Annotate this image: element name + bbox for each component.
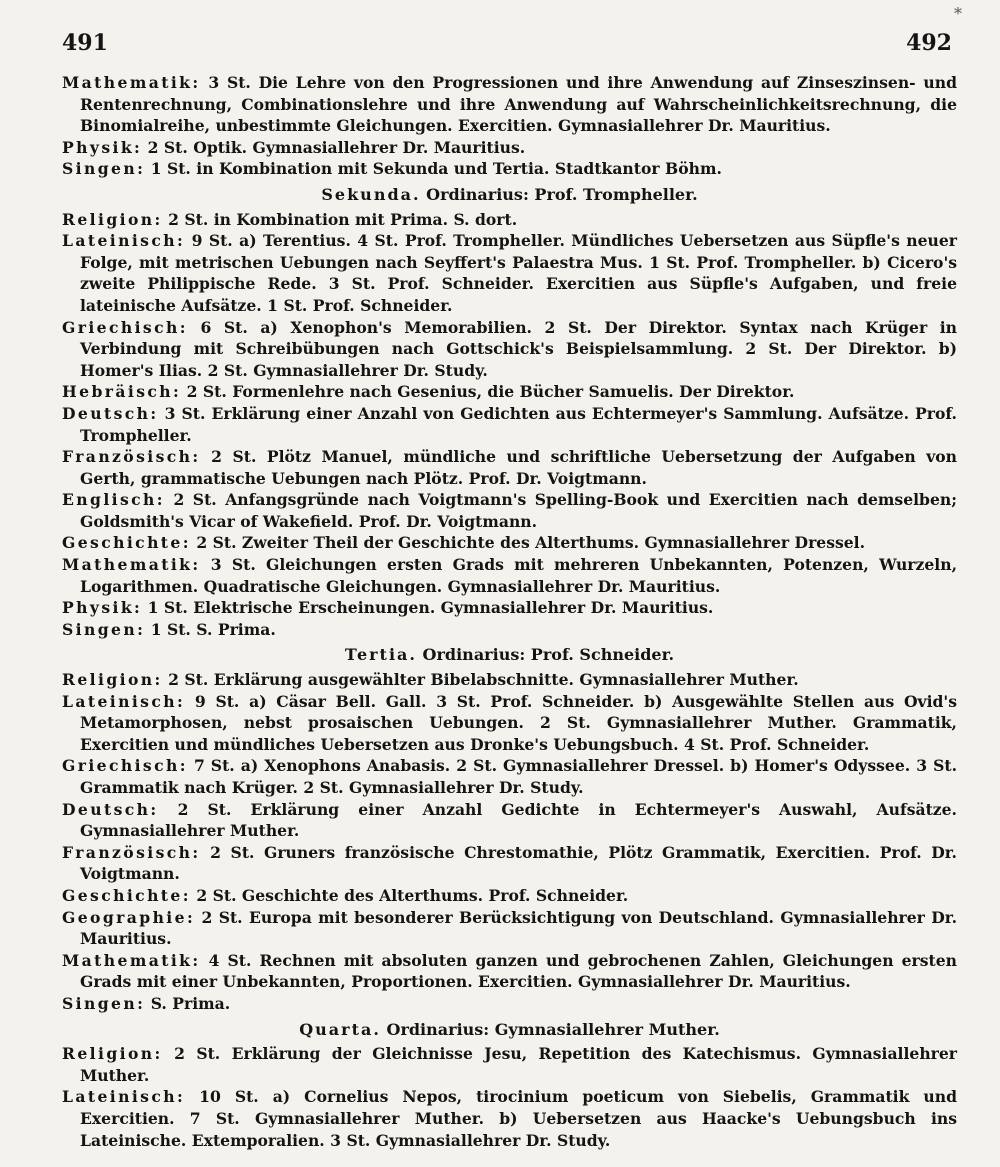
right-page-number: 492 bbox=[906, 30, 952, 56]
subject-label: Physik: bbox=[62, 598, 143, 618]
course-description: 2 St. Gruners französische Chrestomathie, Plötz Grammatik, Exercitien. Prof. Dr. Voigtmann. bbox=[80, 842, 957, 884]
course-entry bbox=[62, 317, 957, 382]
subject-label: Mathematik: bbox=[62, 73, 201, 92]
quarta-entries bbox=[62, 1043, 957, 1151]
subject-label: Geschichte: bbox=[62, 533, 191, 553]
section-ordinarius: Ordinarius: Gymnasiallehrer Muther. bbox=[386, 1019, 720, 1039]
document-body bbox=[62, 72, 957, 1151]
course-entry bbox=[62, 489, 957, 532]
course-description: 1 St. S. Prima. bbox=[150, 619, 276, 639]
course-entry bbox=[62, 1086, 957, 1151]
course-entry bbox=[62, 950, 957, 993]
subject-label: Deutsch: bbox=[62, 799, 159, 819]
course-description: 7 St. a) Xenophons Anabasis. 2 St. Gymnasiallehrer Dressel. b) Homer's Odyssee. 3 St. Grammatik nach Krüger. 2 St. Gymnasiallehrer Dr. Study. bbox=[80, 756, 957, 797]
subject-label: Hebräisch: bbox=[62, 382, 182, 402]
corner-mark: * bbox=[954, 4, 962, 23]
course-entry bbox=[62, 597, 957, 619]
section-name: Tertia. bbox=[344, 645, 417, 665]
course-description: 2 St. Optik. Gymnasiallehrer Dr. Mauritius. bbox=[147, 137, 526, 157]
section-ordinarius: Ordinarius: Prof. Schneider. bbox=[422, 645, 675, 665]
sekunda-entries bbox=[62, 209, 957, 641]
subject-label: Singen: bbox=[62, 159, 146, 179]
subject-label: Deutsch: bbox=[62, 403, 159, 423]
course-description: 9 St. a) Cäsar Bell. Gall. 3 St. Prof. Schneider. b) Ausgewählte Stellen aus Ovid's Metamorphosen, nebst prosaischen Uebungen. 2 St. Gymnasiallehrer Muther. Grammatik, Exercitien und mündliches Uebersetzen aus Dronke's Uebungsbuch. 4 St. Prof. Schneider. bbox=[80, 691, 957, 754]
course-entry bbox=[62, 1043, 957, 1086]
course-entry bbox=[62, 381, 957, 403]
course-entry bbox=[62, 691, 957, 756]
course-description: 6 St. a) Xenophon's Memorabilien. 2 St. Der Direktor. Syntax nach Krüger in Verbindung mit Schreibübungen nach Gottschick's Beispielsammlung. 2 St. Der Direktor. b) Homer's Ilias. 2 St. Gymnasiallehrer Dr. Study. bbox=[80, 317, 957, 380]
section-heading-quarta bbox=[62, 1019, 957, 1041]
subject-label: Englisch: bbox=[62, 490, 165, 510]
course-entry bbox=[62, 885, 957, 907]
subject-label: Französisch: bbox=[62, 842, 201, 862]
subject-label: Lateinisch: bbox=[62, 691, 186, 711]
course-description: 1 St. in Kombination mit Sekunda und Tertia. Stadtkantor Böhm. bbox=[150, 159, 722, 179]
course-description: 2 St. Europa mit besonderer Berücksichtigung von Deutschland. Gymnasiallehrer Dr. Mauritius. bbox=[80, 907, 957, 949]
subject-label: Religion: bbox=[62, 670, 163, 690]
subject-label: Griechisch: bbox=[62, 756, 188, 776]
subject-label: Lateinisch: bbox=[62, 231, 186, 251]
subject-label: Religion: bbox=[62, 209, 163, 229]
course-entry bbox=[62, 72, 957, 137]
section-name: Quarta. bbox=[299, 1019, 381, 1039]
course-entry bbox=[62, 446, 957, 489]
course-description: 2 St. Anfangsgründe nach Voigtmann's Spelling-Book und Exercitien nach demselben; Goldsmith's Vicar of Wakefield. Prof. Dr. Voigtmann. bbox=[80, 490, 957, 531]
course-description: S. Prima. bbox=[150, 993, 231, 1013]
section-heading-tertia bbox=[62, 644, 957, 666]
course-description: 4 St. Rechnen mit absoluten ganzen und gebrochenen Zahlen, Gleichungen ersten Grads mit einer Unbekannten, Proportionen. Exercitien. Gymnasiallehrer Dr. Mauritius. bbox=[80, 950, 957, 992]
section-name: Sekunda. bbox=[321, 184, 421, 204]
section-heading-sekunda bbox=[62, 184, 957, 206]
course-entry bbox=[62, 907, 957, 950]
course-description: 2 St. in Kombination mit Prima. S. dort. bbox=[168, 209, 518, 229]
course-entry bbox=[62, 755, 957, 798]
course-entry bbox=[62, 993, 957, 1015]
course-description: 1 St. Elektrische Erscheinungen. Gymnasiallehrer Dr. Mauritius. bbox=[147, 598, 714, 618]
course-entry bbox=[62, 137, 957, 159]
course-entry bbox=[62, 230, 957, 316]
subject-label: Singen: bbox=[62, 993, 146, 1013]
course-entry bbox=[62, 799, 957, 842]
subject-label: Geographie: bbox=[62, 907, 196, 927]
subject-label: Physik: bbox=[62, 137, 143, 157]
course-description: 2 St. Erklärung der Gleichnisse Jesu, Repetition des Katechismus. Gymnasiallehrer Muther. bbox=[80, 1044, 958, 1085]
course-description: 2 St. Formenlehre nach Gesenius, die Bücher Samuelis. Der Direktor. bbox=[186, 382, 795, 402]
course-description: 3 St. Gleichungen ersten Grads mit mehreren Unbekannten, Potenzen, Wurzeln, Logarithmen. Quadratische Gleichungen. Gymnasiallehrer Dr. Mauritius. bbox=[80, 555, 957, 596]
course-entry bbox=[62, 209, 957, 231]
subject-label: Mathematik: bbox=[62, 950, 201, 970]
subject-label: Französisch: bbox=[62, 447, 201, 467]
course-entry bbox=[62, 669, 957, 691]
subject-label: Lateinisch: bbox=[62, 1087, 186, 1107]
left-page-number: 491 bbox=[62, 30, 108, 56]
subject-label: Geschichte: bbox=[62, 885, 191, 905]
course-description: 2 St. Plötz Manuel, mündliche und schriftliche Uebersetzung der Aufgaben von Gerth, grammatische Uebungen nach Plötz. Prof. Dr. Voigtmann. bbox=[80, 447, 957, 488]
section-ordinarius: Ordinarius: Prof. Trompheller. bbox=[426, 184, 698, 204]
subject-label: Religion: bbox=[62, 1044, 163, 1064]
course-description: 10 St. a) Cornelius Nepos, tirocinium poeticum von Siebelis, Grammatik und Exercitien. 7 St. Gymnasiallehrer Muther. b) Uebersetzen aus Haacke's Uebungsbuch ins Lateinische. Extemporalien. 3 St. Gymnasiallehrer Dr. Study. bbox=[80, 1087, 957, 1150]
subject-label: Singen: bbox=[62, 619, 146, 639]
intro-entries bbox=[62, 72, 957, 180]
course-entry bbox=[62, 158, 957, 180]
course-description: 3 St. Erklärung einer Anzahl von Gedichten aus Echtermeyer's Sammlung. Aufsätze. Prof. Trompheller. bbox=[80, 403, 957, 445]
subject-label: Griechisch: bbox=[62, 317, 188, 337]
course-entry bbox=[62, 554, 957, 597]
course-entry bbox=[62, 842, 957, 885]
course-entry bbox=[62, 532, 957, 554]
tertia-entries bbox=[62, 669, 957, 1015]
subject-label: Mathematik: bbox=[62, 555, 201, 575]
course-description: 9 St. a) Terentius. 4 St. Prof. Trompheller. Mündliches Uebersetzen aus Süpfle's neuer Folge, mit metrischen Uebungen nach Seyffert's Palaestra Mus. 1 St. Prof. Trompheller. b) Cicero's zweite Philippische Rede. 3 St. Prof. Schneider. Exercitien aus Süpfle's Aufgaben, und freie lateinische Aufsätze. 1 St. Prof. Schneider. bbox=[80, 231, 957, 315]
course-description: 2 St. Zweiter Theil der Geschichte des Alterthums. Gymnasiallehrer Dressel. bbox=[196, 533, 866, 553]
course-entry bbox=[62, 619, 957, 641]
course-description: 2 St. Erklärung ausgewählter Bibelabschnitte. Gymnasiallehrer Muther. bbox=[168, 670, 799, 690]
course-entry bbox=[62, 403, 957, 446]
course-description: 2 St. Geschichte des Alterthums. Prof. Schneider. bbox=[196, 885, 629, 905]
course-description: 3 St. Die Lehre von den Progressionen und ihre Anwendung auf Zinseszinsen- und Rentenrechnung, Combinationslehre und ihre Anwendung auf Wahrscheinlichkeitsrechnung, die Binomialreihe, unbestimmte Gleichungen. Exercitien. Gymnasiallehrer Dr. Mauritius. bbox=[80, 73, 957, 136]
course-description: 2 St. Erklärung einer Anzahl Gedichte in Echtermeyer's Auswahl, Aufsätze. Gymnasiallehrer Muther. bbox=[80, 799, 957, 841]
